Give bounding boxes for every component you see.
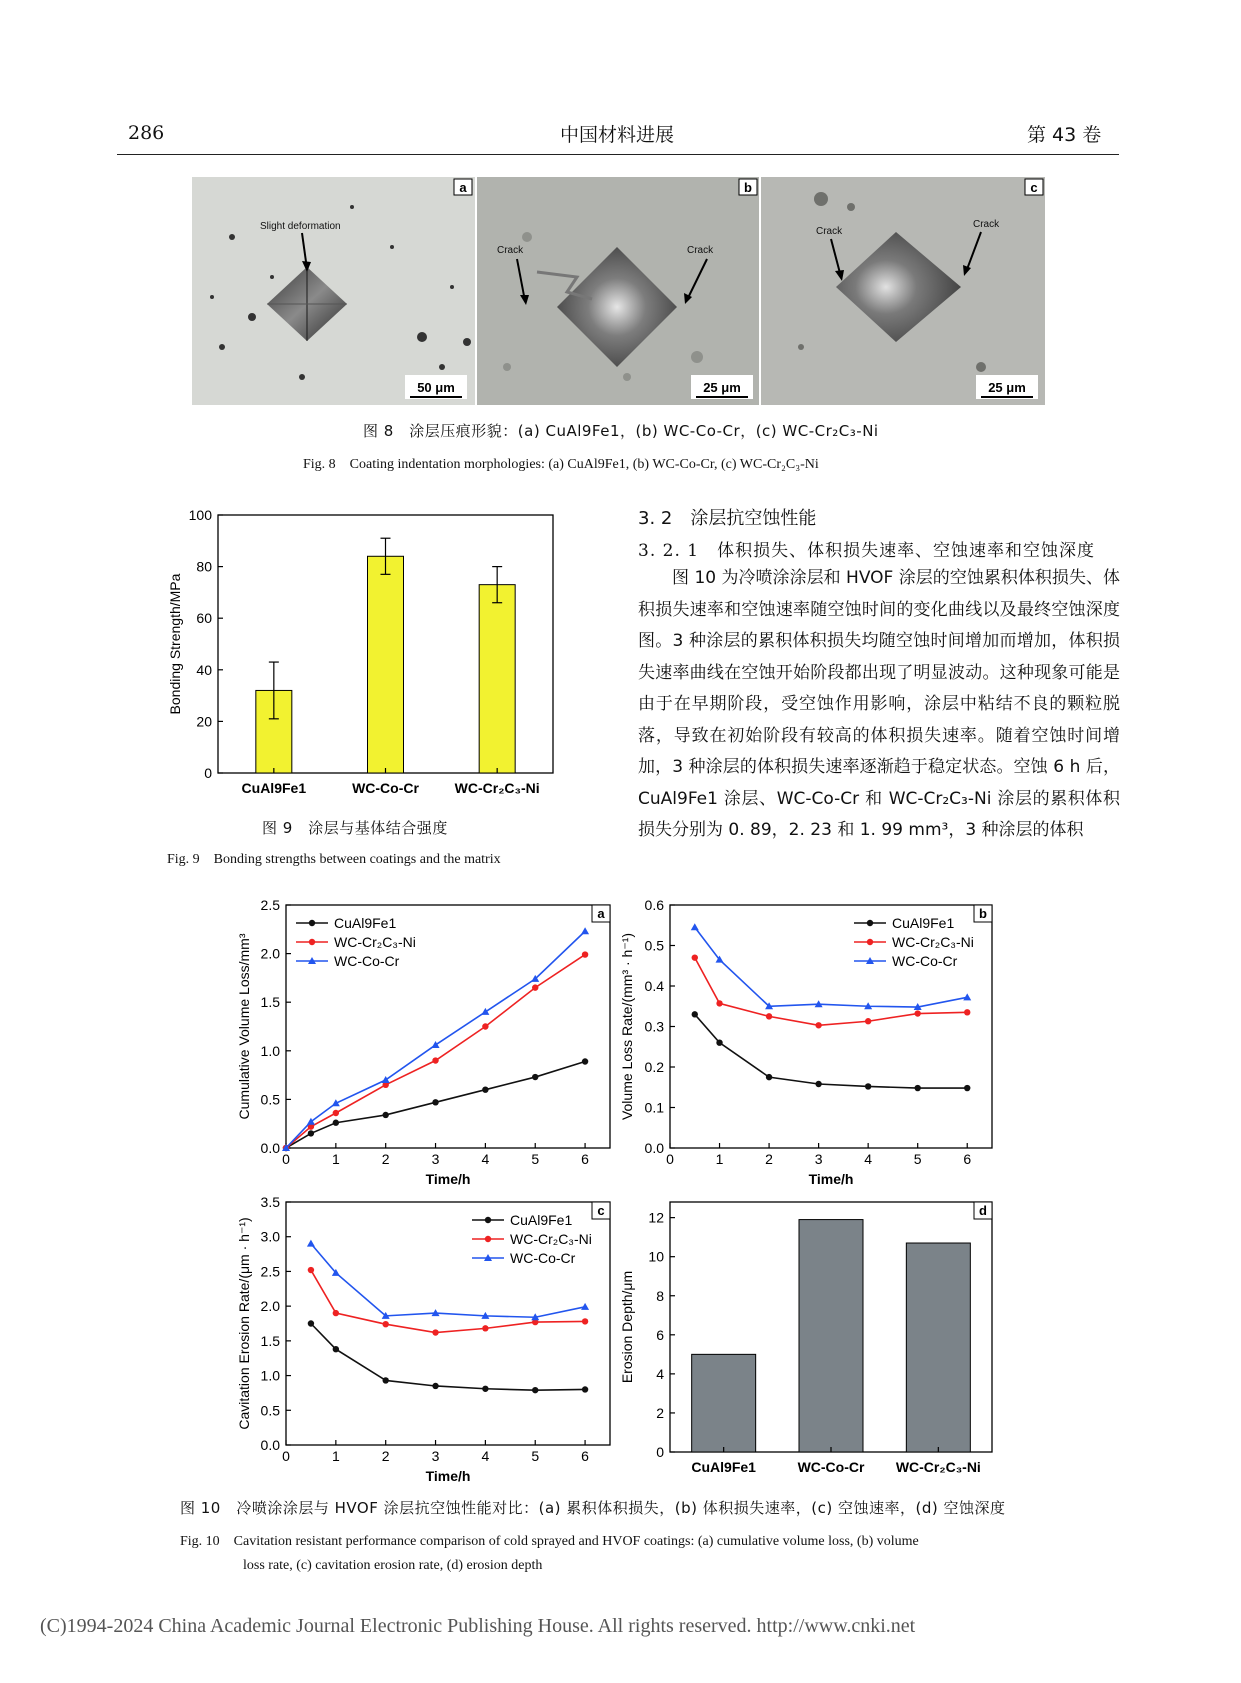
y-tick-label: 60	[196, 610, 212, 627]
y-tick-label: 0.4	[644, 978, 664, 994]
fig9-caption-cn: 图 9 涂层与基体结合强度	[262, 819, 448, 837]
x-tick-label: 1	[331, 1151, 340, 1167]
data-point	[964, 1085, 970, 1091]
x-tick-label: 5	[913, 1151, 922, 1167]
y-tick-label: 0.2	[644, 1059, 664, 1075]
data-point	[432, 1099, 438, 1105]
data-point	[482, 1386, 488, 1392]
page-number: 286	[128, 122, 165, 144]
data-point	[432, 1041, 440, 1048]
data-point	[382, 1377, 388, 1383]
data-point	[482, 1325, 488, 1331]
data-point	[308, 1130, 314, 1136]
x-tick-label: 5	[531, 1448, 540, 1464]
y-tick-label: 2.0	[260, 1298, 280, 1315]
x-tick-label: 0	[282, 1151, 290, 1167]
y-axis-label: Cavitation Erosion Rate/(μm · h⁻¹)	[236, 1217, 252, 1430]
data-point	[432, 1383, 438, 1389]
y-tick-label: 80	[196, 558, 212, 575]
bar	[368, 556, 404, 773]
y-axis-label: Cumulative Volume Loss/mm³	[236, 933, 252, 1120]
fig9-caption-en: Fig. 9 Bonding strengths between coatings and the matrix	[167, 852, 501, 867]
data-point	[766, 1013, 772, 1019]
section-paragraph: 图 10 为冷喷涂涂层和 HVOF 涂层的空蚀累积体积损失、体积损失速率和空蚀速率随空蚀时间的变化曲线以及最终空蚀深度图。3 种涂层的累积体积损失均随空蚀时间增加而增加，体积损失速率曲线在空蚀开始阶段都出现了明显波动。这种现象可能是由于在早期阶段，受空蚀作用影响，涂层中粘结不良的颗粒脱落，导致在初始阶段有较高的体积损失速率。随着空蚀时间增加，3 种涂层的体积损失速率逐渐趋于稳定状态。空蚀 6 h 后，CuAl9Fe1 涂层、WC-Co-Cr 和 WC-Cr₂C₃-Ni 涂层的累积体积损失分别为 0. 89，2. 23 和 1. 99 mm³，3 种涂层的体积	[638, 568, 1120, 840]
series-line	[311, 1324, 585, 1391]
y-tick-label: 1.5	[260, 1332, 280, 1349]
y-tick-label: 40	[196, 661, 212, 678]
legend-marker	[309, 939, 315, 945]
y-tick-label: 0.5	[260, 1402, 280, 1419]
legend-label: WC-Co-Cr	[510, 1250, 576, 1266]
section-heading: 3. 2 涂层抗空蚀性能	[638, 508, 817, 529]
data-point	[432, 1329, 438, 1335]
y-tick-label: 0	[656, 1444, 664, 1460]
section-subheading: 3. 2. 1 体积损失、体积损失速率、空蚀速率和空蚀深度	[638, 541, 1096, 561]
legend-marker	[867, 939, 873, 945]
data-point	[582, 1386, 588, 1392]
legend-label: WC-Cr₂C₃-Ni	[510, 1231, 592, 1247]
y-axis-label: Erosion Depth/μm	[619, 1270, 635, 1384]
fig8a-annotation: Slight deformation	[260, 221, 341, 232]
volume-label: 第 43 卷	[1027, 124, 1102, 146]
data-point	[333, 1120, 339, 1126]
panel-tag: a	[597, 906, 605, 921]
legend-marker	[485, 1217, 491, 1223]
data-point	[382, 1112, 388, 1118]
x-tick-label: WC-Co-Cr	[352, 780, 419, 796]
fig10-caption-en-2: loss rate, (c) cavitation erosion rate, (d) erosion depth	[243, 1558, 543, 1573]
x-tick-label: 3	[814, 1151, 823, 1167]
series-line	[695, 1014, 967, 1088]
x-tick-label: 3	[431, 1151, 440, 1167]
x-tick-label: 2	[381, 1448, 390, 1464]
y-tick-label: 3.5	[260, 1194, 280, 1210]
x-tick-label: 3	[431, 1448, 440, 1464]
data-point	[582, 951, 588, 957]
data-point	[582, 1058, 588, 1064]
fig8-caption-en: Fig. 8 Coating indentation morphologies: (a) CuAl9Fe1, (b) WC-Co-Cr, (c) WC-Cr₂C₃-Ni	[303, 457, 819, 472]
legend-label: CuAl9Fe1	[510, 1212, 573, 1228]
data-point	[963, 993, 971, 1000]
data-point	[914, 1010, 920, 1016]
y-tick-label: 12	[648, 1209, 664, 1226]
data-point	[716, 1040, 722, 1046]
x-tick-label: 1	[715, 1151, 724, 1167]
series-line	[311, 1270, 585, 1332]
data-point	[382, 1076, 390, 1083]
fig10-caption-en-1: Fig. 10 Cavitation resistant performance comparison of cold sprayed and HVOF coatings: (a) cumulative volume loss, (b) volume	[180, 1534, 919, 1549]
y-tick-label: 1.0	[260, 1042, 280, 1059]
fig10a-chart	[238, 893, 620, 1193]
fig8a-tag: a	[459, 180, 467, 195]
indent-mark	[836, 232, 961, 342]
x-tick-label: WC-Cr₂C₃-Ni	[895, 1459, 981, 1475]
y-axis-label: Volume Loss Rate/(mm³ · h⁻¹)	[619, 932, 635, 1121]
fig8c-scale: 25 μm	[988, 380, 1026, 395]
data-point	[692, 1011, 698, 1017]
y-tick-label: 8	[656, 1287, 664, 1304]
fig8-panel-c	[761, 177, 1045, 405]
y-tick-label: 0.5	[644, 937, 664, 954]
data-point	[691, 923, 699, 930]
bar	[692, 1354, 756, 1452]
data-point	[333, 1346, 339, 1352]
x-tick-label: 1	[331, 1448, 340, 1464]
fig10d-chart	[620, 1190, 1000, 1490]
fig8-panel-b	[477, 177, 759, 405]
data-point	[382, 1321, 388, 1327]
y-tick-label: 6	[656, 1326, 664, 1343]
data-point	[766, 1074, 772, 1080]
x-axis-label: Time/h	[808, 1171, 854, 1187]
y-tick-label: 3.0	[260, 1228, 280, 1245]
copyright-footer: (C)1994-2024 China Academic Journal Electronic Publishing House. All rights reserved. http://www.cnki.net	[40, 1615, 916, 1637]
fig8-caption-cn: 图 8 涂层压痕形貌：(a) CuAl9Fe1，(b) WC-Co-Cr，(c) WC-Cr₂C₃-Ni	[363, 422, 879, 440]
x-tick-label: 0	[282, 1448, 290, 1464]
panel-tag: c	[597, 1203, 605, 1218]
y-tick-label: 1.0	[260, 1367, 280, 1384]
x-tick-label: 6	[963, 1151, 972, 1167]
legend-label: WC-Co-Cr	[334, 953, 400, 969]
bar	[479, 585, 515, 773]
fig10b-chart	[620, 893, 1000, 1193]
data-point	[815, 1081, 821, 1087]
fig8c-annotation-1: Crack	[816, 226, 843, 237]
indent-mark	[557, 247, 677, 367]
legend-label: WC-Cr₂C₃-Ni	[334, 934, 416, 950]
data-point	[532, 984, 538, 990]
fig8c-tag: c	[1030, 180, 1038, 195]
x-tick-label: WC-Cr₂C₃-Ni	[454, 780, 540, 796]
data-point	[308, 1267, 314, 1273]
x-tick-label: 6	[581, 1448, 589, 1464]
fig8b-annotation-1: Crack	[497, 245, 524, 256]
data-point	[865, 1083, 871, 1089]
panel-tag: d	[979, 1203, 987, 1218]
data-point	[581, 1303, 589, 1310]
y-tick-label: 0.0	[644, 1140, 664, 1156]
header-rule	[117, 154, 1119, 155]
data-point	[815, 1022, 821, 1028]
y-tick-label: 1.5	[260, 994, 280, 1011]
x-axis-label: Time/h	[425, 1468, 471, 1484]
data-point	[582, 1318, 588, 1324]
legend-label: CuAl9Fe1	[892, 915, 955, 931]
section-body	[638, 563, 1120, 847]
y-tick-label: 0.6	[644, 897, 664, 913]
fig8b-scale: 25 μm	[703, 380, 741, 395]
data-point	[964, 1009, 970, 1015]
data-point	[581, 927, 589, 934]
data-point	[481, 1008, 489, 1015]
x-tick-label: 4	[481, 1448, 490, 1464]
legend-marker	[309, 920, 315, 926]
data-point	[307, 1240, 315, 1247]
x-tick-label: CuAl9Fe1	[691, 1459, 756, 1475]
y-tick-label: 100	[188, 507, 212, 523]
x-tick-label: 4	[481, 1151, 490, 1167]
fig9-chart	[160, 500, 570, 815]
data-point	[865, 1018, 871, 1024]
x-axis-label: Time/h	[425, 1171, 471, 1187]
data-point	[333, 1310, 339, 1316]
data-point	[482, 1023, 488, 1029]
data-point	[432, 1057, 438, 1063]
y-tick-label: 20	[196, 713, 212, 730]
data-point	[308, 1320, 314, 1326]
y-tick-label: 2.5	[260, 897, 280, 913]
legend-label: WC-Co-Cr	[892, 953, 958, 969]
data-point	[716, 1000, 722, 1006]
x-tick-label: 5	[531, 1151, 540, 1167]
y-tick-label: 2	[656, 1404, 664, 1421]
y-tick-label: 10	[648, 1248, 664, 1265]
x-tick-label: 2	[381, 1151, 390, 1167]
y-tick-label: 0.0	[260, 1140, 280, 1156]
data-point	[914, 1085, 920, 1091]
y-tick-label: 0.1	[644, 1099, 664, 1116]
fig10-caption-cn: 图 10 冷喷涂涂层与 HVOF 涂层抗空蚀性能对比：(a) 累积体积损失，(b) 体积损失速率，(c) 空蚀速率，(d) 空蚀深度	[180, 1499, 1006, 1517]
y-axis-label: Bonding Strength/MPa	[167, 573, 183, 715]
fig8a-scale: 50 μm	[417, 380, 455, 395]
y-tick-label: 0.0	[260, 1437, 280, 1453]
bar	[906, 1243, 970, 1452]
x-tick-label: 6	[581, 1151, 589, 1167]
fig8c-annotation-2: Crack	[973, 219, 1000, 230]
x-tick-label: 2	[765, 1151, 773, 1167]
journal-title: 中国材料进展	[560, 124, 675, 146]
legend-marker	[485, 1236, 491, 1242]
y-tick-label: 4	[656, 1365, 664, 1382]
panel-tag: b	[979, 906, 987, 921]
x-tick-label: WC-Co-Cr	[797, 1459, 865, 1475]
y-tick-label: 0.3	[644, 1018, 664, 1035]
fig8b-tag: b	[744, 180, 752, 195]
legend-label: WC-Cr₂C₃-Ni	[892, 934, 974, 950]
y-tick-label: 2.0	[260, 945, 280, 962]
data-point	[333, 1110, 339, 1116]
y-tick-label: 0	[204, 765, 212, 781]
fig8b-annotation-2: Crack	[687, 245, 714, 256]
data-point	[532, 1074, 538, 1080]
legend-marker	[867, 920, 873, 926]
data-point	[692, 954, 698, 960]
x-tick-label: 0	[666, 1151, 674, 1167]
data-point	[482, 1086, 488, 1092]
y-tick-label: 0.5	[260, 1091, 280, 1108]
bar	[799, 1220, 863, 1452]
fig10c-chart	[238, 1190, 620, 1490]
series-line	[286, 955, 585, 1148]
legend-label: CuAl9Fe1	[334, 915, 397, 931]
y-tick-label: 2.5	[260, 1263, 280, 1280]
x-tick-label: CuAl9Fe1	[241, 780, 307, 796]
fig8-panel-a	[192, 177, 475, 405]
data-point	[532, 1387, 538, 1393]
x-tick-label: 4	[864, 1151, 873, 1167]
